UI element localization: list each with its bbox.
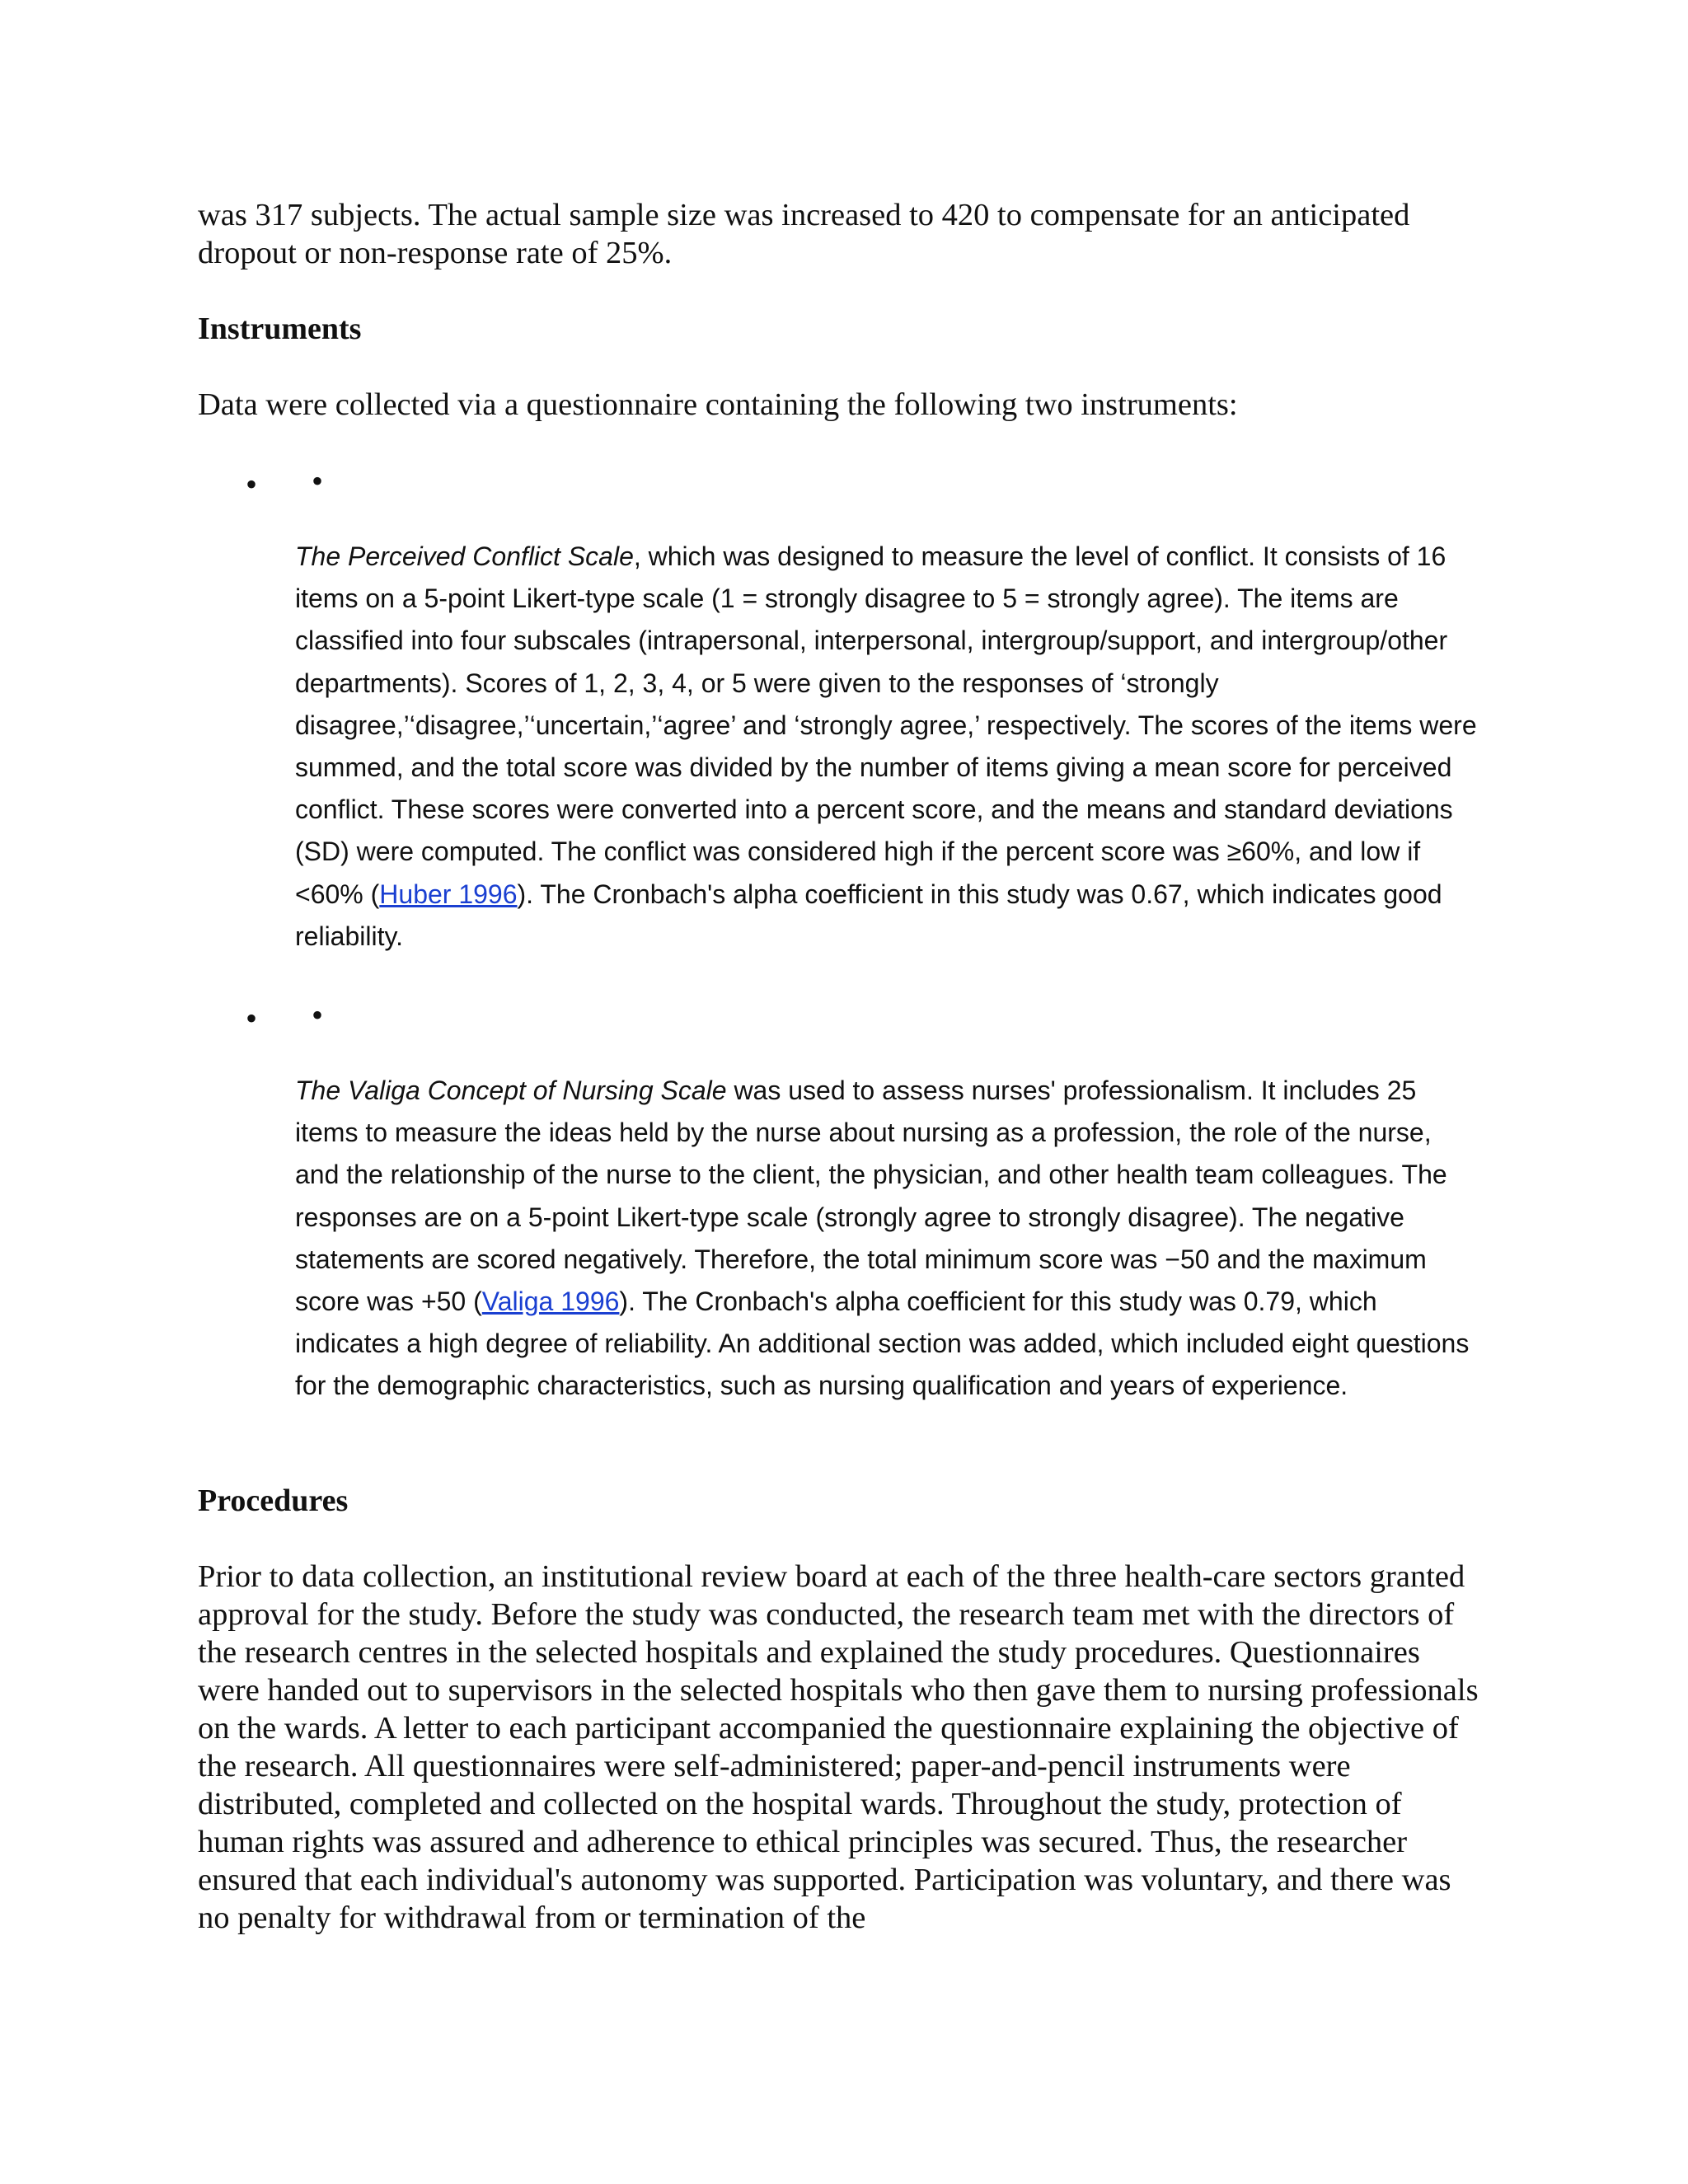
citation-link-huber-1996[interactable]: Huber 1996 (379, 879, 518, 909)
instrument-title: The Perceived Conflict Scale (295, 541, 634, 571)
instrument-title: The Valiga Concept of Nursing Scale (295, 1076, 727, 1105)
list-bullet-inner: • (312, 996, 324, 1033)
perceived-conflict-scale-item (295, 536, 1482, 958)
intro-paragraph: was 317 subjects. The actual sample size was increased to 420 to compensate for an anticipated dropout or non-response rate of 25%. (198, 198, 1410, 270)
citation-link-valiga-1996[interactable]: Valiga 1996 (481, 1286, 620, 1317)
procedures-paragraph: Prior to data collection, an institutional review board at each of the three health-care sectors granted approval for the study. Before the study was conducted, the research team met with the directors of the research centres in the selected hospitals and explained the study procedures. Questionnaires were handed out to supervisors in the selected hospitals who then gave them to nursing professionals on the wards. A letter to each participant accompanied the questionnaire explaining the objective of the research. All questionnaires were self-administered; paper-and-pencil instruments were distributed, completed and collected on the hospital wards. Throughout the study, protection of human rights was assured and adherence to ethical principles was secured. Thus, the researcher ensured that each individual's autonomy was supported. Participation was voluntary, and there was no penalty for withdrawal from or termination of the (198, 1559, 1479, 1935)
list-bullet-outer: • (246, 1000, 258, 1037)
instrument-description-end: ). The Cronbach's alpha coefficient in this study was 0.67, which indicates good reliability. (295, 879, 1442, 951)
instrument-description-end: ). The Cronbach's alpha coefficient for this study was 0.79, which indicates a high degree of reliability. An additional section was added, which included eight questions for the demographic characteristics, such as nursing qualification and years of experience. (295, 1286, 1470, 1401)
valiga-nursing-scale-item (295, 1070, 1482, 1408)
list-bullet-outer: • (246, 466, 258, 503)
instrument-description: was used to assess nurses' professionalism. It includes 25 items to measure the ideas held by the nurse about nursing as a profession, the role of the nurse, and the relationship of the nurse to the client, the physician, and other health team colleagues. The responses are on a 5-point Likert-type scale (strongly agree to strongly disagree). The negative statements are scored negatively. Therefore, the total minimum score was −50 and the maximum score was +50 ( (295, 1076, 1447, 1317)
instrument-description: , which was designed to measure the level of conflict. It consists of 16 items on a 5-point Likert-type scale (1 = strongly disagree to 5 = strongly agree). The items are classified into four subscales (intrapersonal, interpersonal, intergroup/support, and intergroup/other departments). Scores of 1, 2, 3, 4, or 5 were given to the responses of ‘strongly disagree,’‘disagree,’‘uncertain,’‘agree’ and ‘strongly agree,’ respectively. The scores of the items were summed, and the total score was divided by the number of items giving a mean score for perceived conflict. These scores were converted into a percent score, and the means and standard deviations (SD) were computed. The conflict was considered high if the percent score was ≥60%, and low if <60% ( (295, 541, 1477, 909)
instruments-lead-paragraph: Data were collected via a questionnaire containing the following two instruments: (198, 387, 1238, 422)
list-bullet-inner: • (312, 462, 324, 499)
instruments-heading: Instruments (198, 312, 362, 346)
procedures-heading: Procedures (198, 1483, 349, 1518)
